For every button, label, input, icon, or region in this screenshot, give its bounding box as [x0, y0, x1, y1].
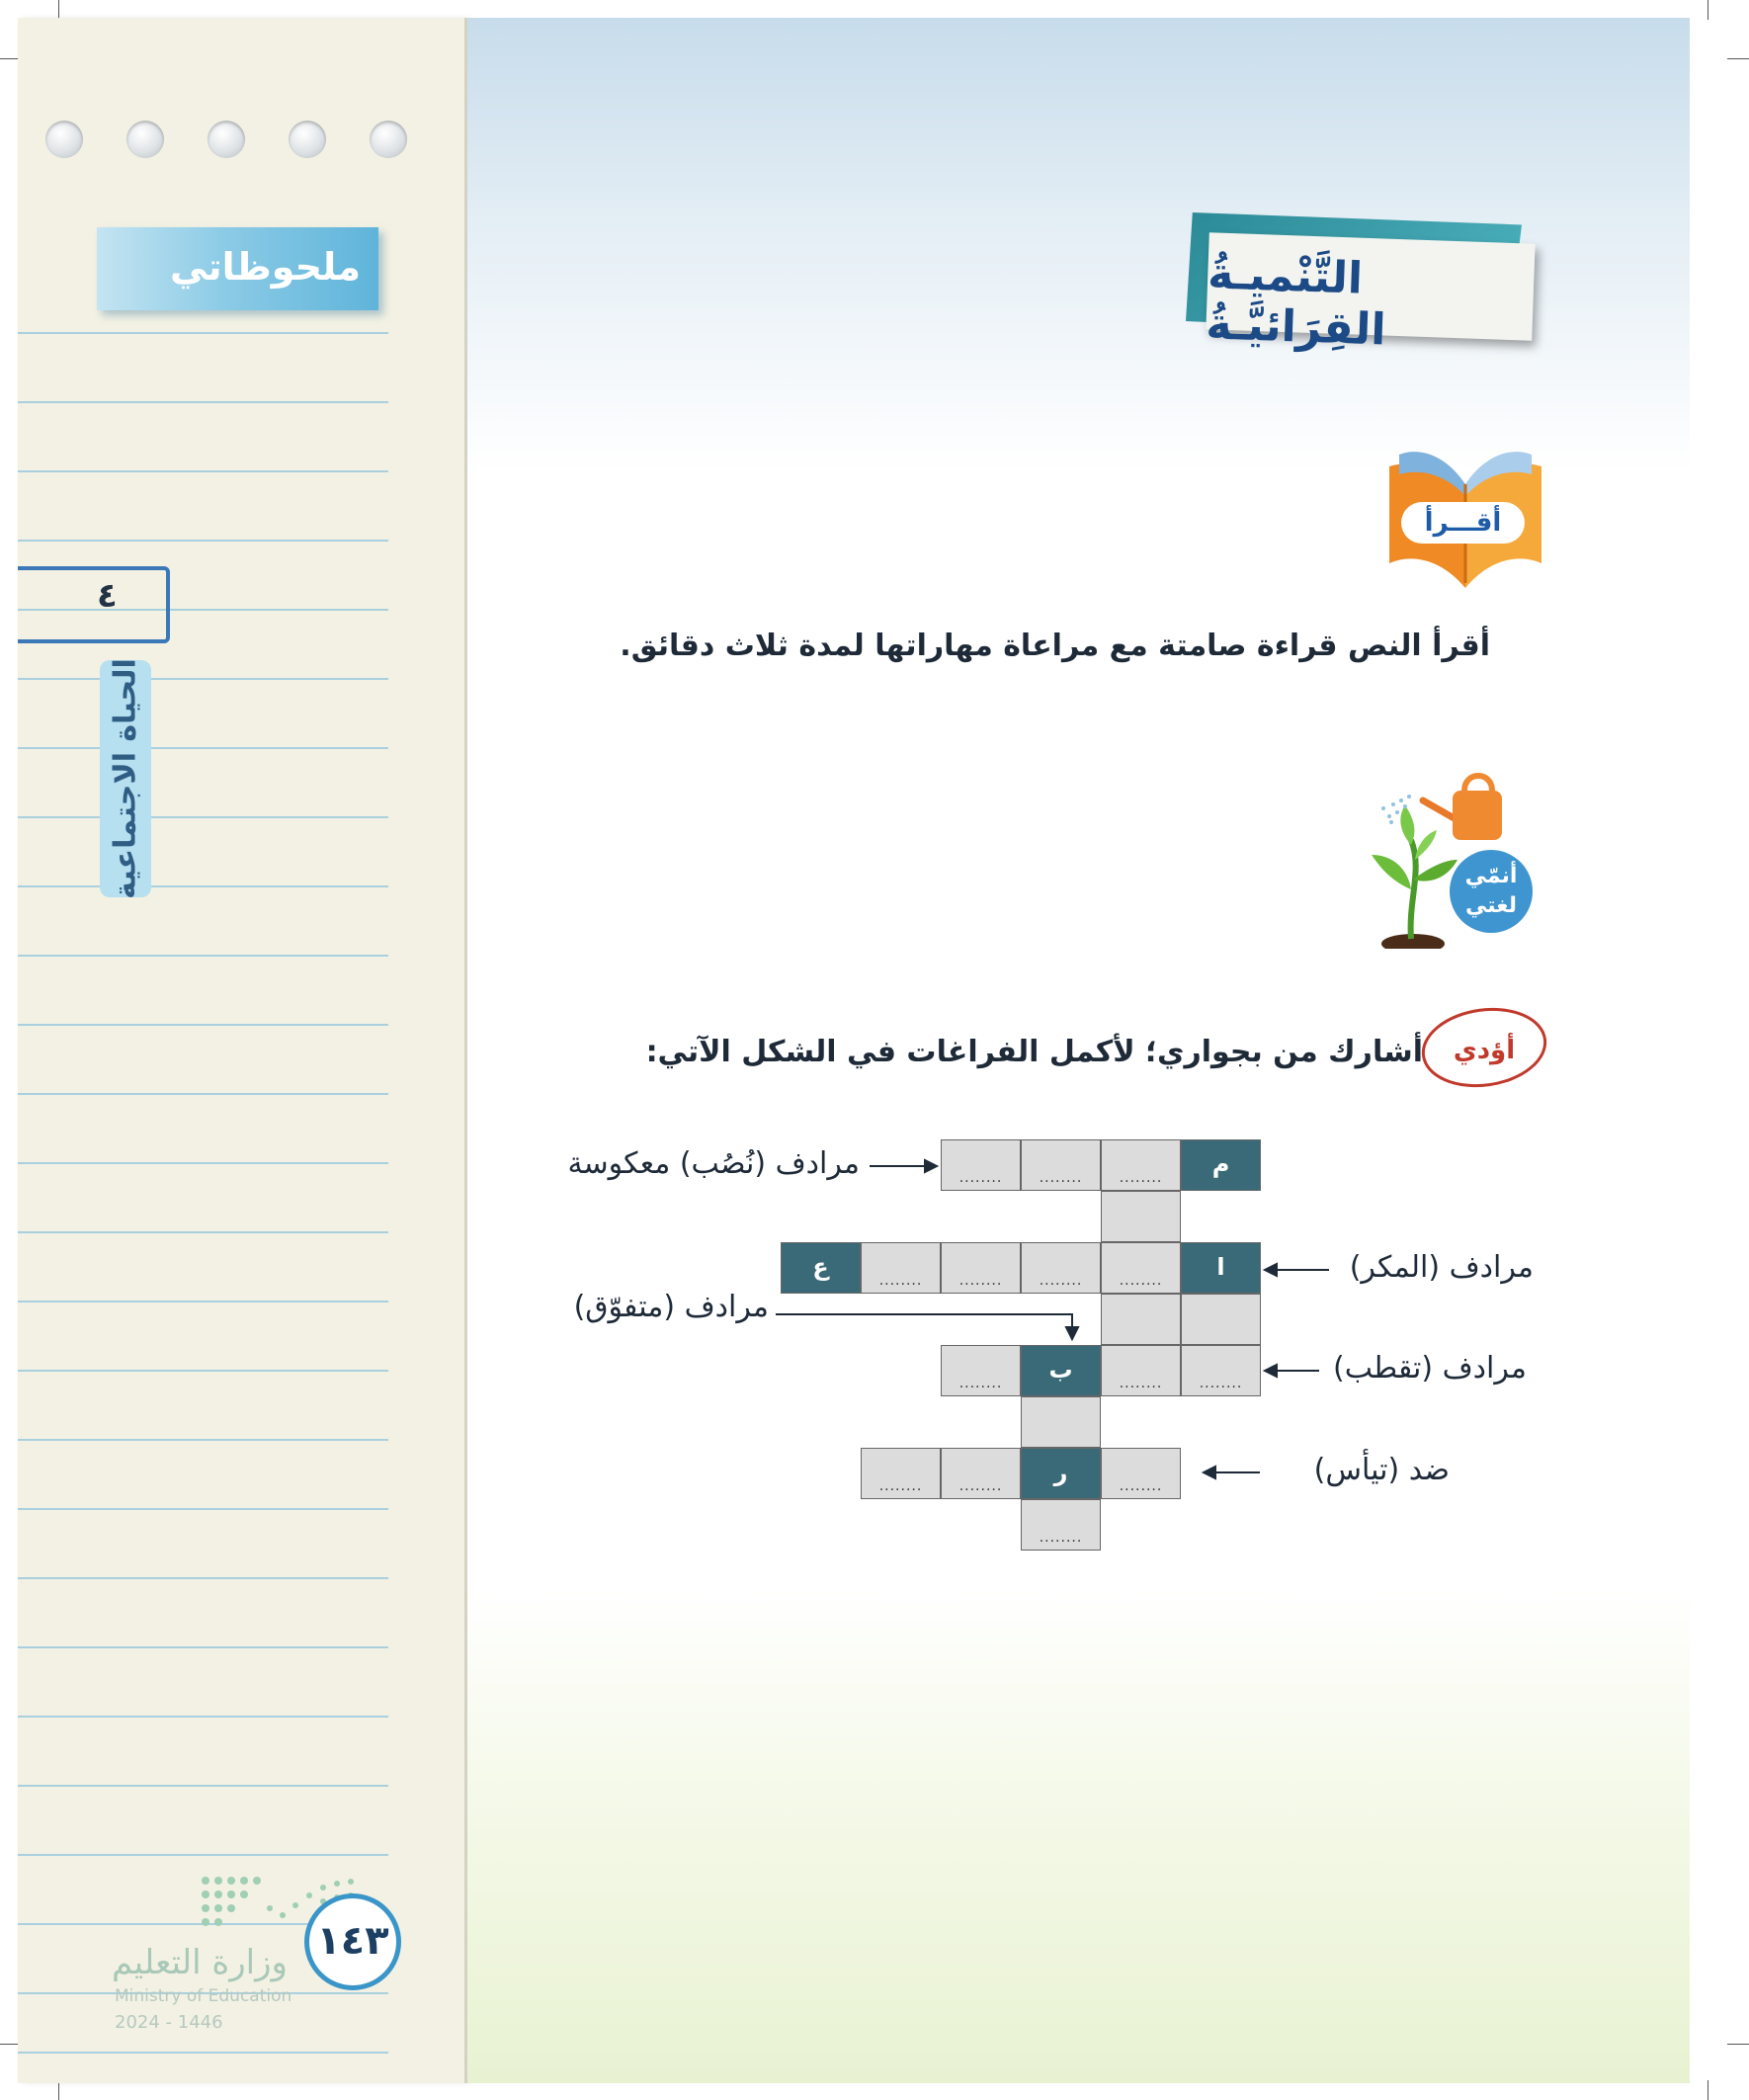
clue-row1: مرادف (نُصُب) معكوسة: [567, 1146, 860, 1181]
perform-badge-label: أؤدي: [1453, 1036, 1516, 1065]
puzzle-cell[interactable]: ........: [1021, 1242, 1101, 1294]
puzzle-cell[interactable]: ........: [861, 1448, 941, 1499]
puzzle-cell[interactable]: ........: [941, 1345, 1021, 1396]
puzzle-cell[interactable]: ........: [941, 1139, 1021, 1191]
puzzle-cell[interactable]: ........: [1181, 1345, 1261, 1396]
puzzle-cell[interactable]: ........: [1101, 1139, 1181, 1191]
read-label: أقـــرأ: [1401, 502, 1525, 544]
puzzle-given-cell: ا: [1181, 1242, 1261, 1294]
puzzle-cell[interactable]: ........: [941, 1242, 1021, 1294]
puzzle-cell[interactable]: ........: [1101, 1345, 1181, 1396]
notes-tab-label: ملحوظاتي: [169, 245, 361, 289]
clue-row2: مرادف (المكر): [1349, 1250, 1534, 1285]
ministry-name-arabic: وزارة التعليم: [112, 1943, 288, 1982]
puzzle-given-cell: م: [1181, 1139, 1261, 1191]
ministry-year: 2024 - 1446: [115, 2012, 223, 2033]
ministry-name-english: Ministry of Education: [115, 1986, 292, 2006]
unit-number: ٤: [97, 576, 118, 616]
clue-column: مرادف (متفوّق): [573, 1290, 769, 1324]
puzzle-cell[interactable]: ........: [861, 1242, 941, 1294]
unit-title: الحياة الاجتماعية: [108, 658, 143, 899]
puzzle-given-cell: ر: [1021, 1448, 1101, 1499]
clue-row4: ضد (تيأس): [1313, 1453, 1450, 1487]
pair-instruction: أشارك من بجواري؛ لأكمل الفراغات في الشكل الآتي:: [645, 1035, 1423, 1069]
puzzle-given-cell: ع: [781, 1242, 861, 1294]
reading-instruction: أقرأ النص قراءة صامتة مع مراعاة مهاراتها لمدة ثلاث دقائق.: [620, 629, 1490, 663]
section-title: التَّنْميـةُ القِرَائيَّـةُ: [1205, 248, 1387, 356]
puzzle-cell[interactable]: ........: [1021, 1139, 1101, 1191]
puzzle-cell[interactable]: ........: [1101, 1242, 1181, 1294]
page-number: ١٤٣: [304, 1893, 401, 1990]
puzzle-cell[interactable]: ........: [1101, 1448, 1181, 1499]
grow-label-2: لغتي: [1465, 893, 1517, 918]
puzzle-cell[interactable]: ........: [941, 1448, 1021, 1499]
clue-row3: مرادف (تقطب): [1333, 1351, 1527, 1386]
puzzle-cell[interactable]: ........: [1021, 1499, 1101, 1551]
grow-label-1: أنمّي: [1464, 864, 1518, 888]
puzzle-given-cell: ب: [1021, 1345, 1101, 1396]
